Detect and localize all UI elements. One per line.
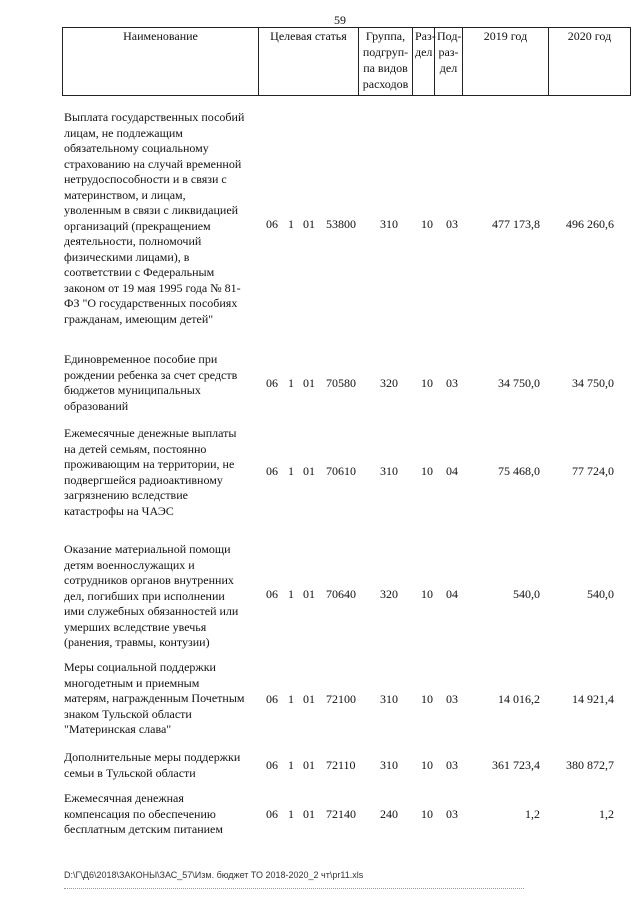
cell-code-a: 06	[266, 758, 278, 772]
cell-group: 310	[380, 758, 398, 772]
cell-razdel: 10	[421, 758, 433, 772]
cell-code-c: 01	[303, 464, 315, 478]
row-name: Выплата государственных пособий лицам, не подлежащим обязательному социальному страхованию на случай временной нетрудоспособности и в связи с материнством, и лицам, уволенным в связи с ликвидацией организаций (прекращением деятельности, полномочий физическими лицами), в соответствии с Федеральным законом от 19 мая 1995 года № 81- ФЗ "О государственных пособиях гражданам, имеющим детей"	[64, 110, 245, 326]
footer-divider	[64, 888, 524, 889]
cell-2020: 14 921,4	[572, 692, 614, 706]
cell-code-c: 01	[303, 758, 315, 772]
table-header	[62, 27, 631, 96]
row-name: Дополнительные меры поддержки семьи в Тульской области	[64, 750, 241, 780]
cell-2019: 75 468,0	[498, 464, 540, 478]
cell-podrazdel: 03	[446, 807, 458, 821]
cell-2019: 14 016,2	[498, 692, 540, 706]
cell-code-b: 1	[288, 692, 294, 706]
cell-code-d: 72100	[326, 692, 356, 706]
cell-2020: 34 750,0	[572, 376, 614, 390]
cell-podrazdel: 04	[446, 587, 458, 601]
cell-code-c: 01	[303, 587, 315, 601]
header-name: Наименование	[63, 28, 259, 96]
cell-code-a: 06	[266, 692, 278, 706]
cell-code-c: 01	[303, 376, 315, 390]
header-group: Группа, подгруп- па видов расходов	[359, 28, 413, 96]
cell-razdel: 10	[421, 376, 433, 390]
cell-razdel: 10	[421, 692, 433, 706]
cell-razdel: 10	[421, 464, 433, 478]
cell-2020: 540,0	[587, 587, 614, 601]
cell-code-d: 70580	[326, 376, 356, 390]
cell-code-a: 06	[266, 464, 278, 478]
cell-code-b: 1	[288, 807, 294, 821]
cell-code-d: 70610	[326, 464, 356, 478]
cell-2019: 361 723,4	[492, 758, 540, 772]
cell-code-b: 1	[288, 758, 294, 772]
cell-group: 310	[380, 464, 398, 478]
cell-2019: 477 173,8	[492, 217, 540, 231]
cell-code-a: 06	[266, 587, 278, 601]
cell-2020: 380 872,7	[566, 758, 614, 772]
cell-code-c: 01	[303, 807, 315, 821]
footer-file-path: D:\Г\Д6\2018\ЗАКОНЫ\ЗАС_57\Изм. бюджет ТО 2018-2020_2 чт\pr11.xls	[64, 870, 364, 880]
cell-2020: 77 724,0	[572, 464, 614, 478]
cell-podrazdel: 04	[446, 464, 458, 478]
row-name: Ежемесячные денежные выплаты на детей семьям, постоянно проживающим на территории, не подвергшейся радиоактивному загрязнению вследствие катастрофы на ЧАЭС	[64, 426, 237, 518]
row-name: Единовременное пособие при рождении ребенка за счет средств бюджетов муниципальных образований	[64, 352, 238, 413]
cell-2020: 496 260,6	[566, 217, 614, 231]
cell-2020: 1,2	[599, 807, 614, 821]
cell-code-c: 01	[303, 217, 315, 231]
header-razdel: Раз- дел	[413, 28, 435, 96]
cell-razdel: 10	[421, 807, 433, 821]
cell-2019: 34 750,0	[498, 376, 540, 390]
header-2020: 2020 год	[549, 28, 631, 96]
cell-code-d: 53800	[326, 217, 356, 231]
cell-razdel: 10	[421, 587, 433, 601]
cell-group: 320	[380, 587, 398, 601]
cell-code-b: 1	[288, 376, 294, 390]
cell-podrazdel: 03	[446, 692, 458, 706]
cell-code-b: 1	[288, 464, 294, 478]
cell-code-b: 1	[288, 217, 294, 231]
cell-code-a: 06	[266, 807, 278, 821]
cell-code-d: 72140	[326, 807, 356, 821]
cell-code-b: 1	[288, 587, 294, 601]
cell-group: 310	[380, 217, 398, 231]
cell-podrazdel: 03	[446, 758, 458, 772]
cell-2019: 1,2	[525, 807, 540, 821]
cell-code-a: 06	[266, 376, 278, 390]
cell-code-c: 01	[303, 692, 315, 706]
row-name: Меры социальной поддержки многодетным и приемным матерям, награжденным Почетным знаком Тульской области "Материнская слава"	[64, 660, 245, 736]
cell-group: 310	[380, 692, 398, 706]
cell-group: 320	[380, 376, 398, 390]
cell-code-a: 06	[266, 217, 278, 231]
cell-code-d: 72110	[326, 758, 356, 772]
cell-code-d: 70640	[326, 587, 356, 601]
header-target: Целевая статья	[259, 28, 359, 96]
header-podrazdel: Под- раз- дел	[435, 28, 463, 96]
cell-2019: 540,0	[513, 587, 540, 601]
page-number: 59	[334, 13, 346, 27]
cell-group: 240	[380, 807, 398, 821]
cell-razdel: 10	[421, 217, 433, 231]
cell-podrazdel: 03	[446, 217, 458, 231]
cell-podrazdel: 03	[446, 376, 458, 390]
row-name: Оказание материальной помощи детям военнослужащих и сотрудников органов внутренних дел, погибших при исполнении ими служебных обязанностей или умерших вследствие увечья (ранения, травмы, контузии)	[64, 542, 239, 649]
row-name: Ежемесячная денежная компенсация по обеспечению бесплатным детским питанием	[64, 791, 223, 836]
header-2019: 2019 год	[463, 28, 549, 96]
